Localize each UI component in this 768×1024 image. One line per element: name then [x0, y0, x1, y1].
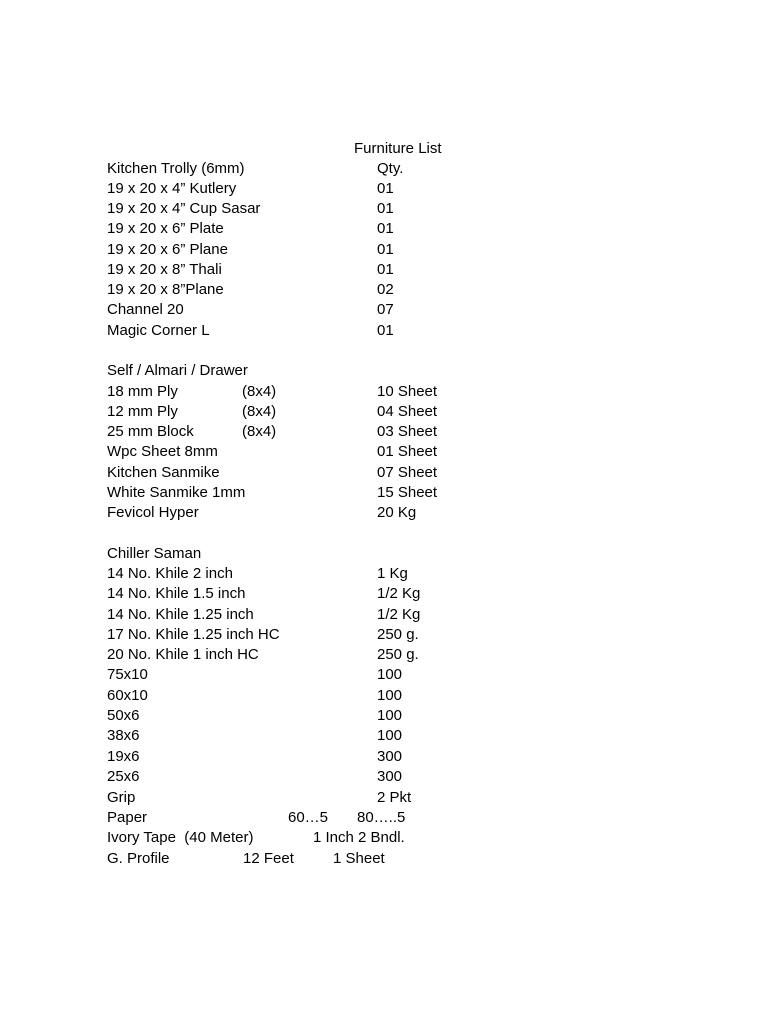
- list-item: [107, 403, 527, 423]
- item-name: G. Profile: [107, 850, 170, 867]
- item-name: Paper: [107, 809, 148, 826]
- item-qty: 01: [377, 180, 394, 197]
- list-item: [107, 261, 527, 281]
- item-size: (8x4): [242, 403, 277, 420]
- item-qty: 100: [377, 666, 403, 683]
- item-name: Channel 20: [107, 301, 184, 318]
- list-item: [107, 281, 527, 301]
- document-title: Furniture List: [354, 140, 442, 157]
- item-name: 50x6: [107, 707, 140, 724]
- item-name: Kitchen Sanmike: [107, 464, 220, 481]
- item-name: 12 mm Ply: [107, 403, 178, 420]
- list-item: [107, 484, 527, 504]
- item-qty: 02: [377, 281, 394, 298]
- item-qty: 15 Sheet: [377, 484, 438, 501]
- list-item: [107, 789, 527, 809]
- section-heading-label: Kitchen Trolly (6mm): [107, 160, 245, 177]
- item-name: 14 No. Khile 2 inch: [107, 565, 233, 582]
- item-name: 25 mm Block: [107, 423, 194, 440]
- list-item: [107, 200, 527, 220]
- section-heading-chiller-saman: [107, 545, 527, 565]
- item-name: 19 x 20 x 8” Thali: [107, 261, 222, 278]
- list-item: [107, 322, 527, 342]
- item-name: 17 No. Khile 1.25 inch HC: [107, 626, 280, 643]
- list-item: [107, 626, 527, 646]
- item-qty: 300: [377, 768, 403, 785]
- item-qty: 250 g.: [377, 626, 419, 643]
- item-name: 14 No. Khile 1.25 inch: [107, 606, 254, 623]
- list-item: [107, 687, 527, 707]
- section-heading-label: Self / Almari / Drawer: [107, 362, 248, 379]
- item-qty: 01: [377, 322, 394, 339]
- item-qty: 07 Sheet: [377, 464, 438, 481]
- item-qty: 1/2 Kg: [377, 606, 421, 623]
- item-qty: 01: [377, 200, 394, 217]
- item-name: 38x6: [107, 727, 140, 744]
- item-qty: 04 Sheet: [377, 403, 438, 420]
- item-qty: 250 g.: [377, 646, 419, 663]
- list-item: [107, 423, 527, 443]
- item-name: 19 x 20 x 6” Plate: [107, 220, 224, 237]
- item-qty-a: 60…5: [288, 809, 329, 826]
- list-item: [107, 443, 527, 463]
- list-item: [107, 504, 527, 524]
- item-qty: 100: [377, 727, 403, 744]
- item-qty: 1 Sheet: [333, 850, 385, 867]
- list-item: [107, 464, 527, 484]
- item-name: 20 No. Khile 1 inch HC: [107, 646, 259, 663]
- item-qty: 1/2 Kg: [377, 585, 421, 602]
- item-name: Ivory Tape (40 Meter): [107, 829, 254, 846]
- item-qty: 01: [377, 220, 394, 237]
- item-qty: 300: [377, 748, 403, 765]
- list-item: [107, 666, 527, 686]
- item-size: (8x4): [242, 423, 277, 440]
- item-length: 12 Feet: [243, 850, 294, 867]
- item-name: 19 x 20 x 6” Plane: [107, 241, 228, 258]
- item-name: 18 mm Ply: [107, 383, 178, 400]
- item-qty-b: 80…..5: [357, 809, 406, 826]
- list-item: [107, 301, 527, 321]
- item-name: Grip: [107, 789, 136, 806]
- list-item: [107, 606, 527, 626]
- item-qty: 01: [377, 261, 394, 278]
- item-name: White Sanmike 1mm: [107, 484, 246, 501]
- list-item: [107, 565, 527, 585]
- item-name: 14 No. Khile 1.5 inch: [107, 585, 246, 602]
- item-qty: 100: [377, 707, 403, 724]
- section-heading-self-almari: [107, 362, 527, 382]
- item-qty: 1 Kg: [377, 565, 408, 582]
- item-name: 75x10: [107, 666, 148, 683]
- list-item: [107, 646, 527, 666]
- list-item-paper: [107, 809, 527, 829]
- item-qty: 1 Inch 2 Bndl.: [313, 829, 405, 846]
- list-item-g-profile: [107, 850, 527, 870]
- qty-header: Qty.: [377, 160, 404, 177]
- list-item: [107, 727, 527, 747]
- list-item: [107, 383, 527, 403]
- item-qty: 07: [377, 301, 394, 318]
- item-name: 19 x 20 x 4” Cup Sasar: [107, 200, 261, 217]
- item-name: Fevicol Hyper: [107, 504, 199, 521]
- item-qty: 100: [377, 687, 403, 704]
- list-item: [107, 180, 527, 200]
- item-name: Wpc Sheet 8mm: [107, 443, 218, 460]
- list-item: [107, 748, 527, 768]
- list-item-ivory-tape: [107, 829, 527, 849]
- item-qty: 01 Sheet: [377, 443, 438, 460]
- item-qty: 03 Sheet: [377, 423, 438, 440]
- item-name: 19 x 20 x 4” Kutlery: [107, 180, 237, 197]
- list-item: [107, 768, 527, 788]
- item-name: 25x6: [107, 768, 140, 785]
- item-size: (8x4): [242, 383, 277, 400]
- item-name: 19 x 20 x 8”Plane: [107, 281, 224, 298]
- item-qty: 01: [377, 241, 394, 258]
- list-item: [107, 707, 527, 727]
- section-heading-label: Chiller Saman: [107, 545, 202, 562]
- list-item: [107, 585, 527, 605]
- list-item: [107, 220, 527, 240]
- item-name: 60x10: [107, 687, 148, 704]
- section-heading-kitchen-trolly: [107, 160, 527, 180]
- item-name: Magic Corner L: [107, 322, 210, 339]
- item-qty: 2 Pkt: [377, 789, 412, 806]
- list-item: [107, 241, 527, 261]
- item-qty: 10 Sheet: [377, 383, 438, 400]
- item-name: 19x6: [107, 748, 140, 765]
- item-qty: 20 Kg: [377, 504, 417, 521]
